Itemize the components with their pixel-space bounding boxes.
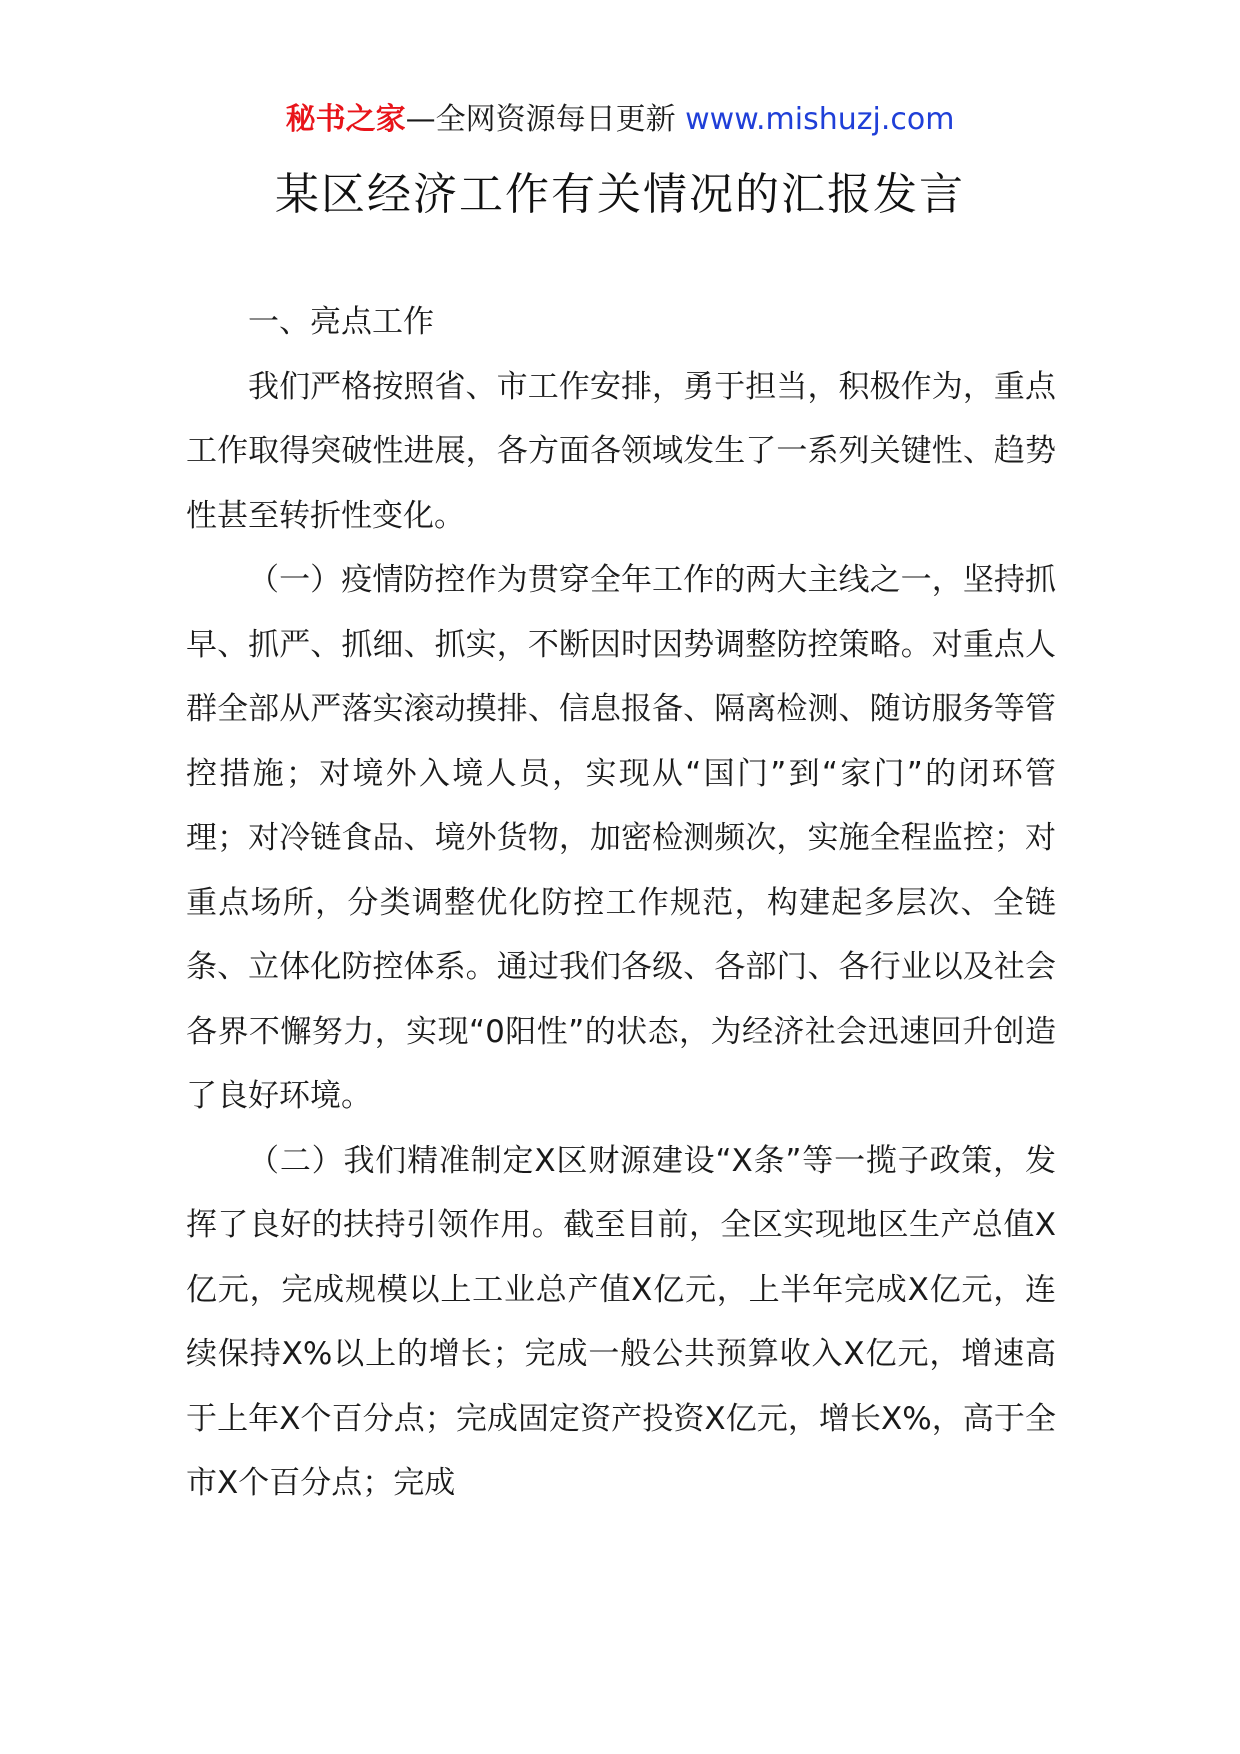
brand-name: 秘书之家 xyxy=(285,102,406,137)
paragraph-intro: 我们严格按照省、市工作安排，勇于担当，积极作为，重点工作取得突破性进展，各方面各领域发生了一系列关键性、趋势性甚至转折性变化。 xyxy=(186,368,1056,534)
section-heading: 一、亮点工作 xyxy=(248,304,434,340)
paragraph-epidemic-control: （一）疫情防控作为贯穿全年工作的两大主线之一，坚持抓早、抓严、抓细、抓实，不断因时因势调整防控策略。对重点人群全部从严落实滚动摸排、信息报备、隔离检测、随访服务等管控措施；对境外入境人员，实现从“国门”到“家门”的闭环管理；对冷链食品、境外货物，加密检测频次，实施全程监控；对重点场所，分类调整优化防控工作规范，构建起多层次、全链条、立体化防控体系。通过我们各级、各部门、各行业以及社会各界不懈努力，实现“0阳性”的状态，为经济社会迅速回升创造了良好环境。 xyxy=(186,562,1056,1114)
document-title: 某区经济工作有关情况的汇报发言 xyxy=(275,169,965,220)
source-header xyxy=(0,100,1240,140)
header-tagline: —全网资源每日更新 xyxy=(405,102,676,137)
document-body xyxy=(186,290,1056,1516)
paragraph-fiscal-policy: （二）我们精准制定X区财源建设“X条”等一揽子政策，发挥了良好的扶持引领作用。截至目前，全区实现地区生产总值X亿元，完成规模以上工业总产值X亿元，上半年完成X亿元，连续保持X%以上的增长；完成一般公共预算收入X亿元，增速高于上年X个百分点；完成固定资产投资X亿元，增长X%，高于全市X个百分点；完成 xyxy=(186,1142,1056,1501)
website-link[interactable]: www.mishuzj.com xyxy=(685,102,955,137)
